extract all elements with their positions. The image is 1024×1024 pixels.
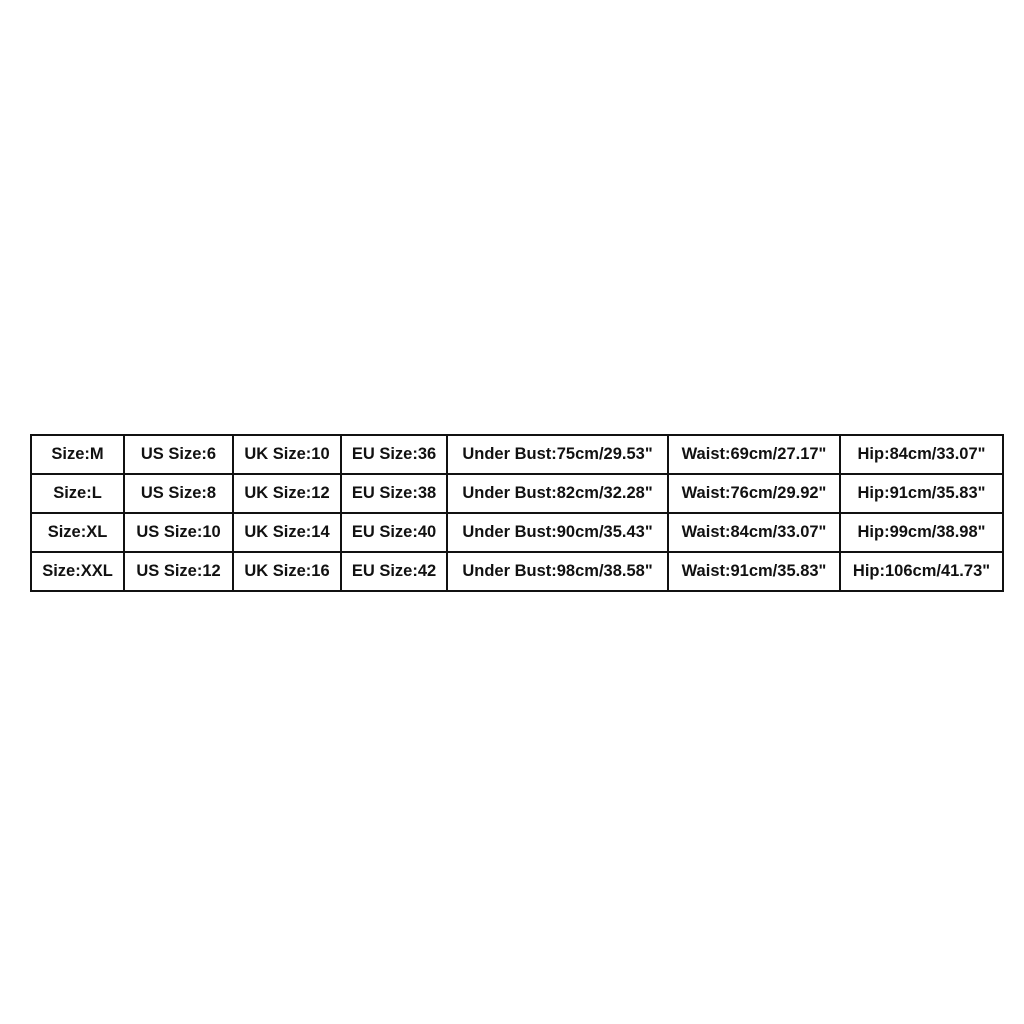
size-label-cell: Size:XXL: [31, 552, 124, 591]
hip-cell: Hip:106cm/41.73": [840, 552, 1003, 591]
us-size-cell: US Size:6: [124, 435, 233, 474]
hip-cell: Hip:91cm/35.83": [840, 474, 1003, 513]
eu-size-cell: EU Size:38: [341, 474, 447, 513]
hip-cell: Hip:84cm/33.07": [840, 435, 1003, 474]
size-label-cell: Size:L: [31, 474, 124, 513]
size-row-l: [31, 474, 1003, 513]
under-bust-cell: Under Bust:75cm/29.53": [447, 435, 668, 474]
waist-cell: Waist:76cm/29.92": [668, 474, 840, 513]
eu-size-cell: EU Size:42: [341, 552, 447, 591]
size-row-m: [31, 435, 1003, 474]
uk-size-cell: UK Size:14: [233, 513, 341, 552]
size-chart-table: [30, 434, 1004, 592]
us-size-cell: US Size:8: [124, 474, 233, 513]
eu-size-cell: EU Size:40: [341, 513, 447, 552]
under-bust-cell: Under Bust:98cm/38.58": [447, 552, 668, 591]
eu-size-cell: EU Size:36: [341, 435, 447, 474]
size-row-xxl: [31, 552, 1003, 591]
uk-size-cell: UK Size:10: [233, 435, 341, 474]
hip-cell: Hip:99cm/38.98": [840, 513, 1003, 552]
under-bust-cell: Under Bust:82cm/32.28": [447, 474, 668, 513]
under-bust-cell: Under Bust:90cm/35.43": [447, 513, 668, 552]
waist-cell: Waist:84cm/33.07": [668, 513, 840, 552]
us-size-cell: US Size:10: [124, 513, 233, 552]
size-label-cell: Size:XL: [31, 513, 124, 552]
uk-size-cell: UK Size:12: [233, 474, 341, 513]
waist-cell: Waist:69cm/27.17": [668, 435, 840, 474]
size-row-xl: [31, 513, 1003, 552]
us-size-cell: US Size:12: [124, 552, 233, 591]
waist-cell: Waist:91cm/35.83": [668, 552, 840, 591]
uk-size-cell: UK Size:16: [233, 552, 341, 591]
size-label-cell: Size:M: [31, 435, 124, 474]
